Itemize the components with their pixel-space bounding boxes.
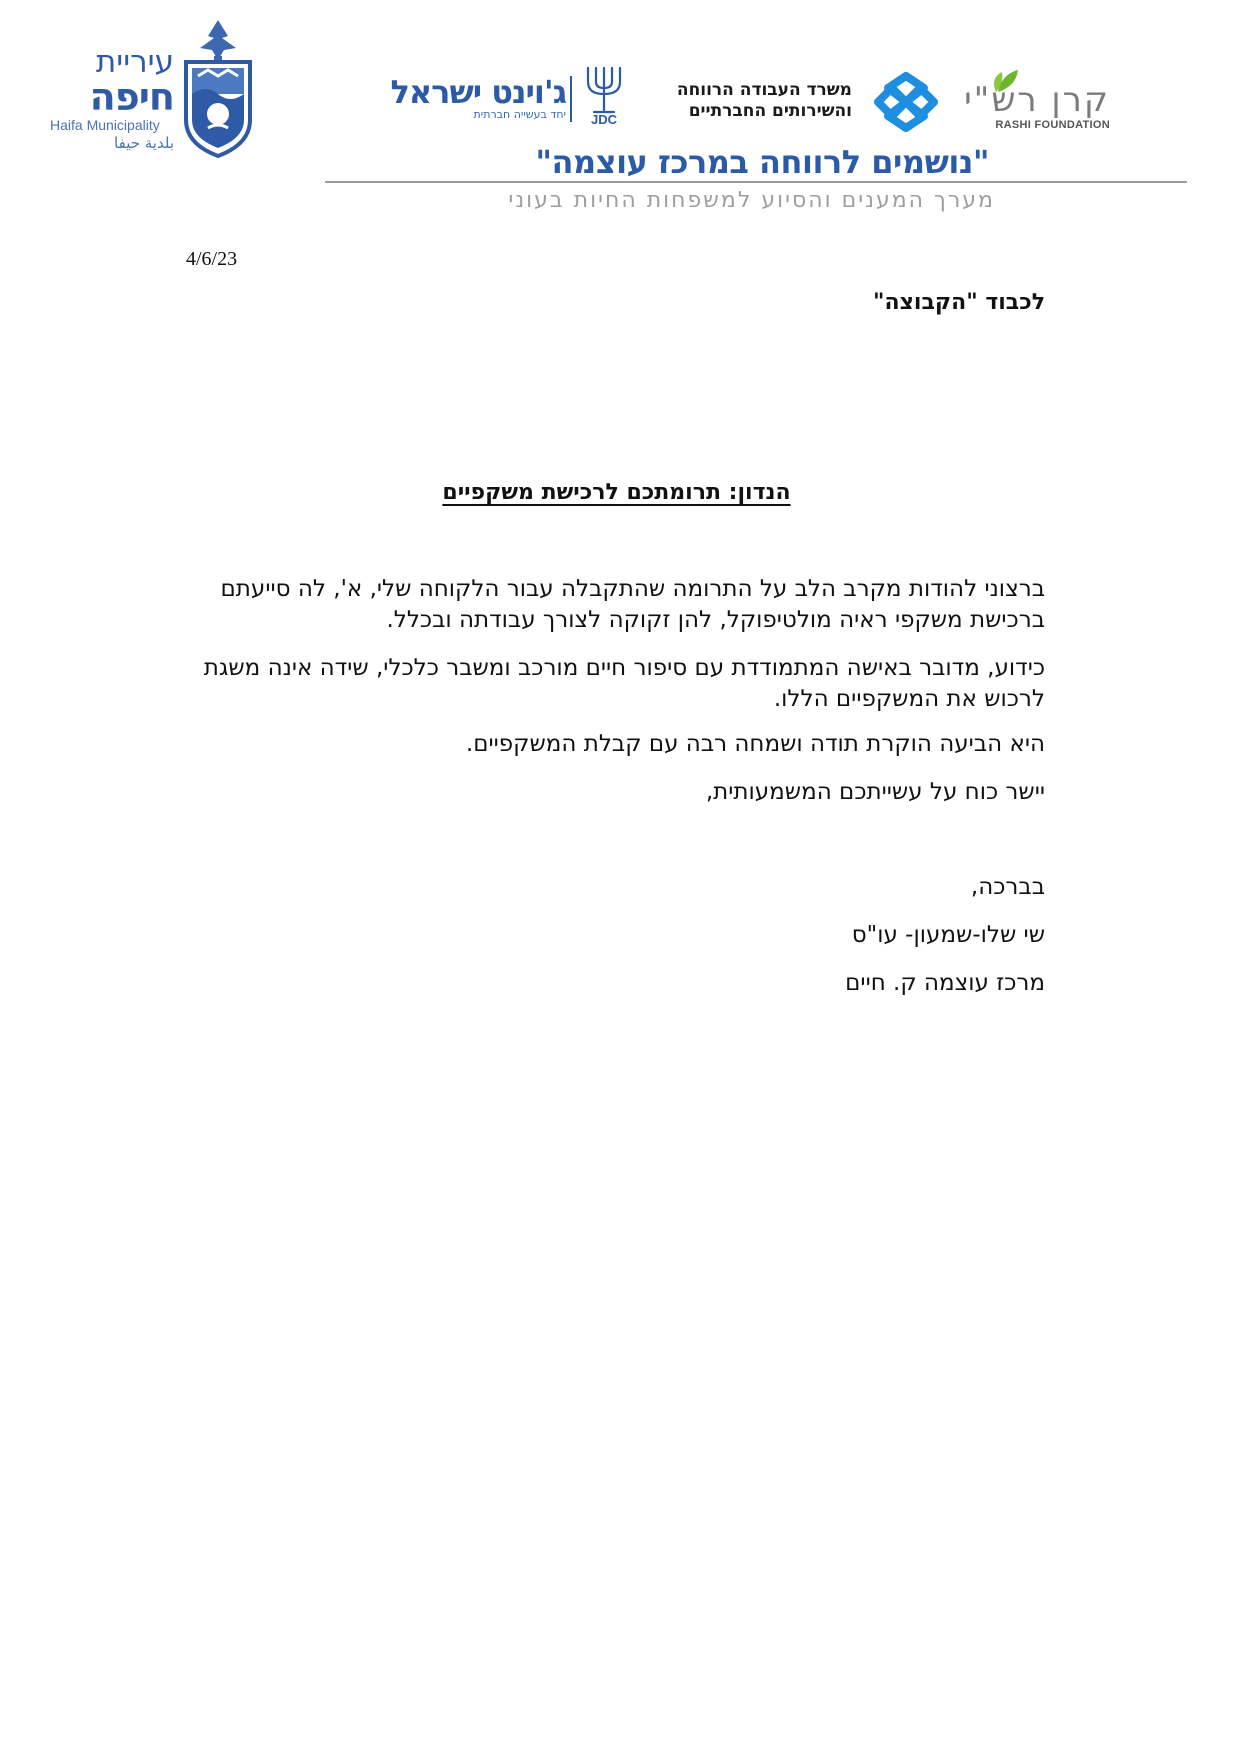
rashi-english-name: RASHI FOUNDATION [995,119,1110,131]
letter-recipient: לכבוד "הקבוצה" [872,290,1045,315]
jdc-mark-text: JDC [590,112,618,126]
letter-paragraph: ברצוני להודות מקרב הלב על התרומה שהתקבלה עבור הלקוחה שלי, א', לה סייעתם ברכישת משקפי ראיה מולטיפוקל, להן זקוקה לצורך עבודתה ובכלל. [220,576,1045,633]
header-slogan: "נושמים לרווחה במרכז עוצמה" [535,143,989,181]
menorah-icon [578,64,630,126]
letter-paragraph: היא הביעה הוקרת תודה ושמחה רבה עם קבלת המשקפיים. [465,731,1045,757]
rashi-hebrew-name: קרן רש"י [964,80,1110,120]
haifa-hebrew-line1: עיריית [95,44,174,80]
signer-organization: מרכז עוצמה ק. חיים [845,970,1045,996]
joint-title: ג'וינט ישראל [390,73,566,111]
haifa-municipality-logo [50,16,260,166]
haifa-arabic-name: بلدية حيفا [114,134,174,152]
ministry-line1: משרד העבודה הרווחה [676,80,852,100]
rashi-foundation-logo [964,66,1110,136]
letter-closing: בברכה, [970,874,1045,900]
joint-subtitle: יחד בעשייה חברתית [473,108,566,121]
haifa-hebrew-line2: חיפה [89,75,174,119]
header-subtitle: מערך המענים והסיוע למשפחות החיות בעוני [508,188,995,213]
haifa-emblem-icon [178,16,258,161]
letter-paragraph: כידוע, מדובר באישה המתמודדת עם סיפור חיים מורכב ומשבר כלכלי, שידה אינה משגת לרכוש את המשקפיים הללו. [203,655,1045,712]
ministry-line2: והשירותים החברתיים [688,101,852,121]
haifa-english-name: Haifa Municipality [50,117,160,133]
joint-divider [570,76,572,122]
letter-subject: הנדון: תרומתכם לרכישת משקפיים [442,480,791,505]
signer-name: שי שלו-שמעון- עו"ס [851,922,1045,948]
haifa-logo-text [50,46,174,152]
joint-israel-logo [390,64,630,128]
ministry-welfare-logo [670,70,940,136]
header-divider [325,181,1187,183]
ministry-knot-icon [872,70,940,134]
letter-paragraph: יישר כוח על עשייתכם המשמעותית, [705,779,1045,805]
letter-date: 4/6/23 [186,248,238,270]
